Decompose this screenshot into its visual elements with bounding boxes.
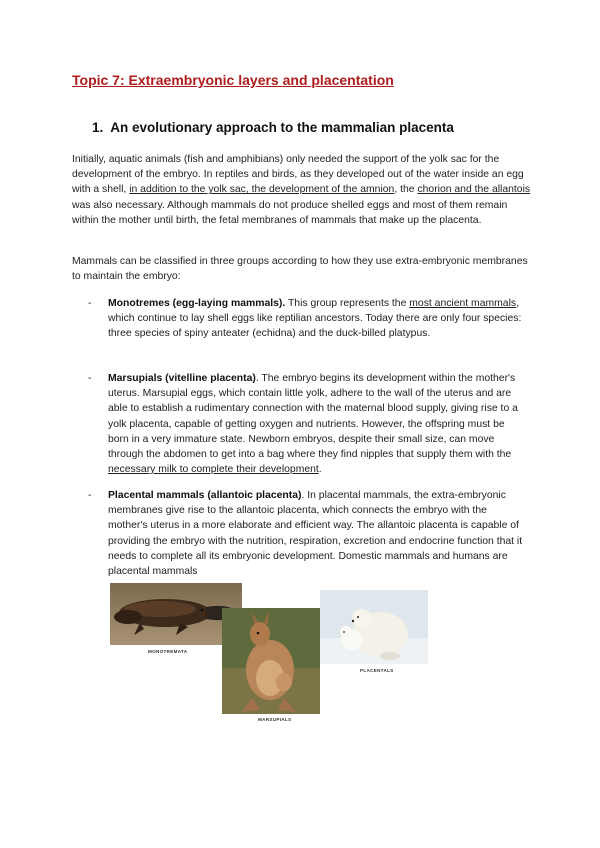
section-heading xyxy=(92,120,454,135)
list-item-marsupials xyxy=(88,371,528,477)
polar-bears-image xyxy=(320,590,428,664)
group-text-end: , which continue to lay shell eggs like reptilian ancestors. Today there are only four species: three species of spiny anteater (echidna) and the duck-billed platypus. xyxy=(108,298,522,340)
classification-paragraph: Mammals can be classified in three groups according to how they use extra-embryonic membranes to maintain the embryo: xyxy=(72,256,528,283)
list-item-monotremes xyxy=(88,296,528,342)
intro-underlined-2: chorion and the allantois xyxy=(417,184,531,196)
group-text-end: . xyxy=(318,464,322,476)
topic-title: Topic 7: Extraembryonic layers and placentation xyxy=(72,72,394,88)
intro-paragraph xyxy=(72,152,532,228)
group-text: This group represents the xyxy=(285,298,410,309)
intro-text-3: was also necessary. Although mammals do not produce shelled eggs and most of them remain within the mother until birth, the fetal membranes of mammals that make up the placenta. xyxy=(72,199,508,226)
caption-marsupials: MARSUPIALS xyxy=(258,717,292,722)
bullet-dash: - xyxy=(88,298,92,309)
group-name: Marsupials (vitelline placenta) xyxy=(108,373,256,384)
group-underlined: necessary milk to complete their development xyxy=(108,464,319,476)
bullet-dash: - xyxy=(88,490,92,501)
section-title: An evolutionary approach to the mammalian placenta xyxy=(110,120,454,135)
section-number: 1. xyxy=(92,120,104,135)
intro-underlined-1: in addition to the yolk sac, the development of the amnion xyxy=(129,184,395,196)
intro-text-2: , the xyxy=(394,184,418,196)
group-name: Monotremes (egg-laying mammals). xyxy=(108,298,286,309)
list-item-placentals xyxy=(88,488,528,579)
group-underlined: most ancient mammals xyxy=(409,298,517,309)
caption-placentals: PLACENTALS xyxy=(360,668,394,673)
bullet-dash: - xyxy=(88,373,92,384)
kangaroo-image xyxy=(222,608,320,714)
group-text: . The embryo begins its development within the mother's uterus. Marsupial eggs, which contain little yolk, adhere to the wall of the uterus and are able to establish a rudimentary connection with the maternal blood supply, giving rise to a yolk placenta, capable of getting oxygen and nutrients. However, the offspring must be born in a very immature state. Newborn embryos, despite their small size, can move through the abdomen to get into a bag where they find nipples that supply them with the xyxy=(108,373,518,461)
group-name: Placental mammals (allantoic placenta) xyxy=(108,490,302,501)
group-text: . In placental mammals, the extra-embryonic membranes give rise to the allantoic placenta, which connects the embryo with the mother's uterus in a more elaborate and efficient way. The allantoic placenta is capable of providing the embryo with the nutrition, respiration, excretion and endocrine function that it needs to complete all its embryonic development. Domestic mammals and humans are placental mammals xyxy=(108,490,523,578)
caption-monotremata: MONOTREMATA xyxy=(148,649,188,654)
intro-text-1: Initially, aquatic animals (fish and amphibians) only needed the support of the yolk sac for the development of the embryo. In reptiles and birds, as they developed out of the water inside an egg with a shell, xyxy=(72,154,524,196)
